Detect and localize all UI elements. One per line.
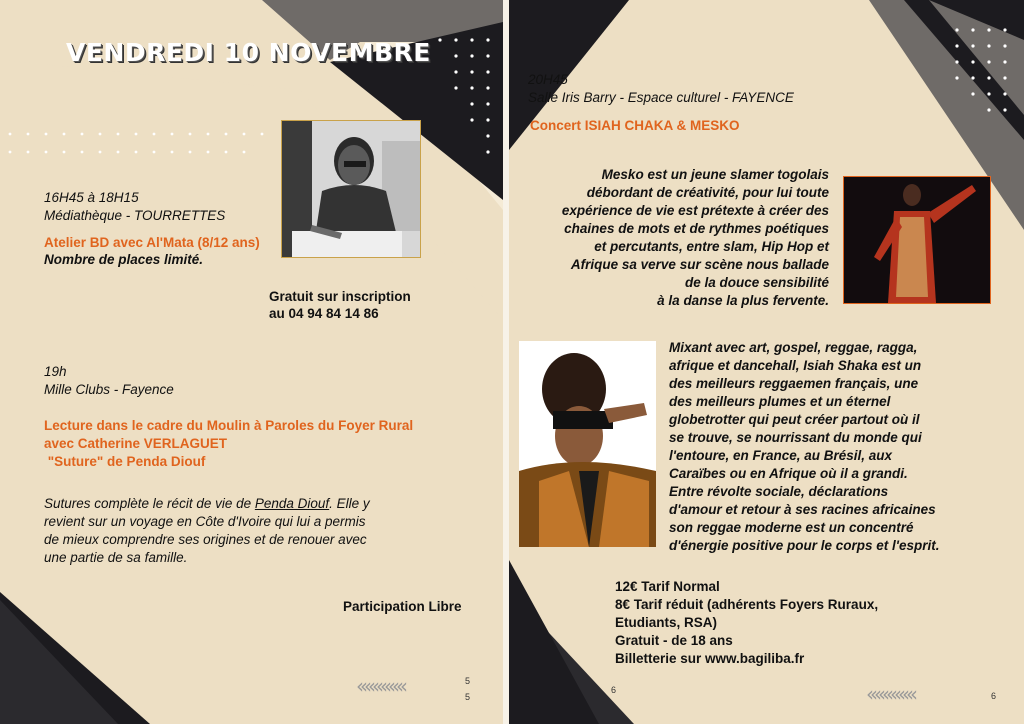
concert-time: 20H45 — [528, 72, 568, 87]
isiah-line: Caraïbes ou en Afrique où il a grandi. — [669, 466, 908, 481]
event2-price: Participation Libre — [343, 599, 462, 614]
event1-price-line2: au 04 94 84 14 86 — [269, 306, 379, 321]
mesko-line: débordant de créativité, pour lui toute — [586, 185, 829, 200]
isiah-line: des meilleurs plumes et un éternel — [669, 394, 891, 409]
event2-name-line1: Lecture dans le cadre du Moulin à Paroles du Foyer Rural — [44, 418, 414, 433]
mesko-line: à la danse la plus fervente. — [657, 293, 829, 308]
photo-almata — [281, 120, 421, 258]
page-title: VENDREDI 10 NOVEMBRE — [66, 38, 431, 67]
price-line: Etudiants, RSA) — [615, 615, 718, 630]
photo-isiah — [519, 341, 656, 547]
photo-mesko — [843, 176, 991, 304]
right-page — [509, 0, 1024, 724]
page-number-right: 6 — [991, 691, 997, 701]
mesko-paragraph — [533, 166, 829, 310]
price-line: 8€ Tarif réduit (adhérents Foyers Ruraux, — [615, 597, 879, 612]
isiah-line: son reggae moderne est un concentré — [669, 520, 914, 535]
penda-diouf-link[interactable]: Penda Diouf — [254, 496, 330, 511]
event1-place: Médiathèque - TOURRETTES — [44, 208, 226, 223]
mesko-line: expérience de vie est prétexte à créer des — [561, 203, 829, 218]
event2-place: Mille Clubs - Fayence — [44, 382, 174, 397]
event2-desc-post: . Elle y — [329, 496, 370, 511]
price-line: Gratuit - de 18 ans — [615, 633, 733, 648]
mesko-line: et percutants, entre slam, Hip Hop et — [594, 239, 829, 254]
event2-time: 19h — [44, 364, 67, 379]
concert-place: Salle Iris Barry - Espace culturel - FAYENCE — [528, 90, 794, 105]
isiah-line: Mixant avec art, gospel, reggae, ragga, — [669, 340, 918, 355]
left-page-background — [0, 0, 503, 724]
event2-desc-line4: une partie de sa famille. — [44, 550, 188, 565]
event1-note: Nombre de places limité. — [44, 252, 204, 267]
isiah-line: d'énergie positive pour le corps et l'esprit. — [669, 538, 940, 553]
mesko-line: de la douce sensibilité — [684, 275, 829, 290]
isiah-paragraph — [669, 339, 969, 555]
event2-desc-pre: Sutures complète le récit de vie de — [44, 496, 255, 511]
price-line: Billetterie sur www.bagiliba.fr — [615, 651, 805, 666]
isiah-line: Entre révolte sociale, déclarations — [669, 484, 889, 499]
page-number: 5 — [465, 676, 471, 686]
page-number-2: 5 — [465, 692, 471, 702]
isiah-line: afrique et dancehall, Isiah Shaka est un — [669, 358, 922, 373]
chevron-right-icon: ‹‹‹‹‹‹‹‹‹‹‹‹ — [866, 682, 914, 706]
left-page — [0, 0, 503, 724]
chevron-left-icon: ‹‹‹‹‹‹‹‹‹‹‹‹ — [356, 674, 404, 698]
event2-desc-line1 — [44, 495, 370, 512]
event2-desc-line2: revient sur un voyage en Côte d'Ivoire qui lui a permis — [44, 514, 366, 529]
event2-name-line2: avec Catherine VERLAGUET — [44, 436, 228, 451]
mesko-line: chaines de mots et de rythmes poétiques — [564, 221, 829, 236]
event1-name: Atelier BD avec Al'Mata (8/12 ans) — [44, 235, 260, 250]
isiah-line: l'entoure, en France, au Brésil, aux — [669, 448, 893, 463]
isiah-line: des meilleurs reggaemen français, une — [669, 376, 919, 391]
prices-block — [615, 578, 878, 668]
event1-time: 16H45 à 18H15 — [44, 190, 139, 205]
event2-name-line3: "Suture" de Penda Diouf — [44, 454, 206, 469]
page-number-left: 6 — [611, 685, 617, 695]
mesko-line: Afrique sa verve sur scène nous ballade — [570, 257, 829, 272]
price-line: 12€ Tarif Normal — [615, 579, 720, 594]
concert-name: Concert ISIAH CHAKA & MESKO — [530, 118, 740, 133]
event2-desc-line3: de mieux comprendre ses origines et de renouer avec — [44, 532, 367, 547]
event1-price-line1: Gratuit sur inscription — [269, 289, 411, 304]
isiah-line: d'amour et retour à ses racines africaines — [669, 502, 936, 517]
isiah-line: globetrotter qui peut créer partout où il — [669, 412, 920, 427]
isiah-line: se trouve, se nourrissant du monde qui — [669, 430, 922, 445]
mesko-line: Mesko est un jeune slamer togolais — [601, 167, 829, 182]
